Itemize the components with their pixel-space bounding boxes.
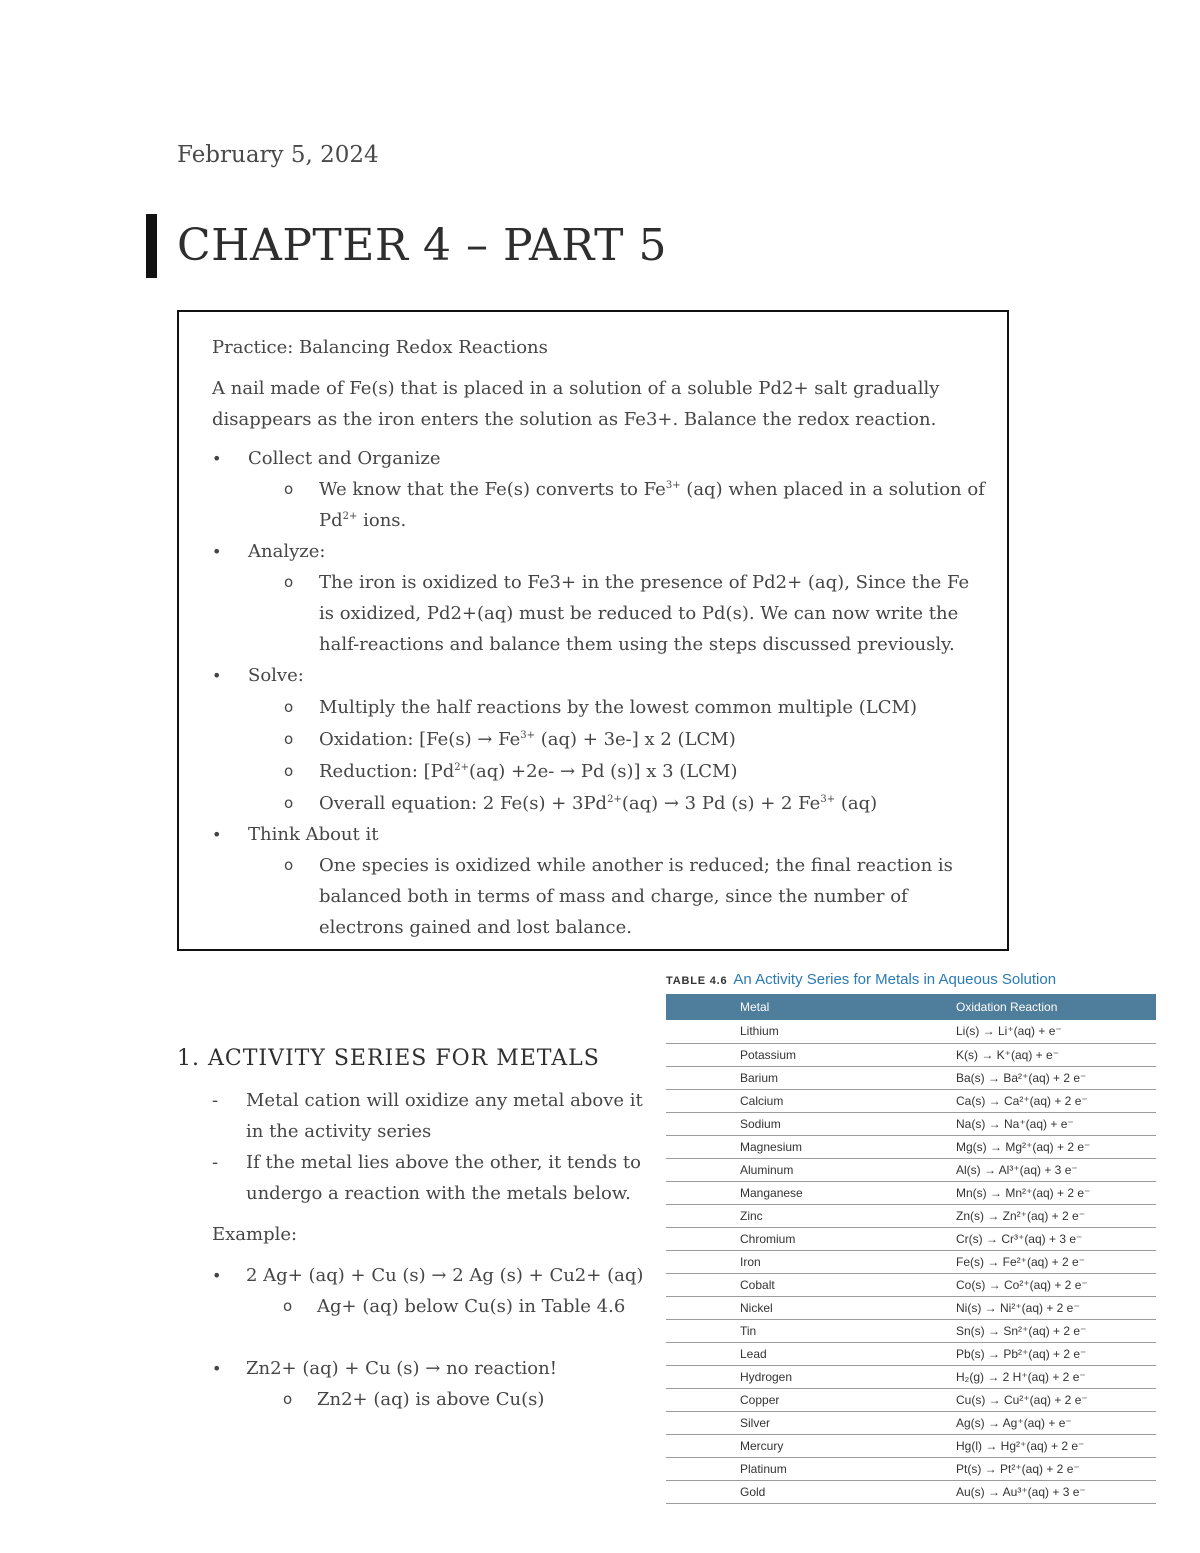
sub-bullet-icon: o — [283, 1297, 293, 1315]
sub-bullet-icon: o — [284, 480, 294, 498]
sub-bullet-icon: o — [284, 762, 294, 780]
table-header-reaction: Oxidation Reaction — [956, 1000, 1058, 1014]
step-analyze — [212, 536, 987, 660]
document-date: February 5, 2024 — [177, 142, 379, 168]
sub-bullet-icon: o — [284, 856, 294, 874]
reaction-cell: Sn(s) → Sn²⁺(aq) + 2 e⁻ — [956, 1323, 1087, 1338]
step-collect — [212, 443, 987, 536]
metal-cell: Barium — [740, 1070, 779, 1085]
activity-point: - Metal cation will oxidize any metal above it in the activity series — [212, 1085, 652, 1147]
reaction-cell: Ni(s) → Ni²⁺(aq) + 2 e⁻ — [956, 1300, 1080, 1315]
table-row — [666, 1020, 1156, 1043]
reaction-cell: Pb(s) → Pb²⁺(aq) + 2 e⁻ — [956, 1346, 1087, 1361]
reaction-cell: Cu(s) → Cu²⁺(aq) + 2 e⁻ — [956, 1392, 1088, 1407]
metal-cell: Tin — [740, 1323, 757, 1338]
solve-reduction: o Reduction: [$Pd^{2+}(aq) +2e- \to Pd$ (s)] x 3 (LCM) — [318, 756, 987, 787]
chapter-title: CHAPTER 4 – PART 5 — [177, 220, 667, 271]
example-note: o Zn2+ (aq) is above Cu(s) — [317, 1384, 652, 1415]
table-row — [666, 1181, 1156, 1204]
example-item: • Zn2+ (aq) + Cu (s) → no reaction! o Zn2+ (aq) is above Cu(s) — [212, 1353, 652, 1415]
metal-cell: Aluminum — [740, 1162, 794, 1177]
step-analyze-detail: o The iron is oxidized to Fe3+ in the presence of Pd2+ (aq), Since the Fe is oxidized, Pd2+(aq) must be reduced to Pd(s). We can now write the half-reactions and balance them using the steps discussed previously. — [318, 567, 987, 660]
table-row — [666, 1434, 1156, 1457]
table-header-row — [666, 994, 1156, 1020]
metal-cell: Magnesium — [740, 1139, 803, 1154]
metal-cell: Cobalt — [740, 1277, 775, 1292]
reaction-cell: Zn(s) → Zn²⁺(aq) + 2 e⁻ — [956, 1208, 1086, 1223]
reaction-cell: Ba(s) → Ba²⁺(aq) + 2 e⁻ — [956, 1070, 1087, 1085]
table-row — [666, 1457, 1156, 1480]
reaction-cell: Hg(l) → Hg²⁺(aq) + 2 e⁻ — [956, 1438, 1085, 1453]
metal-cell: Potassium — [740, 1047, 797, 1062]
sub-bullet-icon: o — [284, 573, 294, 591]
step-collect-label: Collect and Organize — [248, 448, 441, 469]
table-row — [666, 1227, 1156, 1250]
table-title: An Activity Series for Metals in Aqueous Solution — [733, 971, 1057, 988]
reaction-cell: Co(s) → Co²⁺(aq) + 2 e⁻ — [956, 1277, 1088, 1292]
step-solve-label: Solve: — [248, 665, 304, 686]
reaction-cell: Mg(s) → Mg²⁺(aq) + 2 e⁻ — [956, 1139, 1091, 1154]
step-analyze-label: Analyze: — [248, 541, 326, 562]
table-row — [666, 1112, 1156, 1135]
solve-oxidation: o Oxidation: [$Fe(s) \to Fe^{3+}$ (aq) + 3e-] x 2 (LCM) — [318, 724, 987, 755]
step-collect-detail: o We know that the Fe(s) converts to $Fe^{3+}$ (aq) when placed in a solution of $Pd^{2+}$ ions. — [318, 474, 987, 536]
metal-cell: Sodium — [740, 1116, 781, 1131]
metal-cell: Zinc — [740, 1208, 763, 1223]
table-row — [666, 1342, 1156, 1365]
practice-intro: A nail made of Fe(s) that is placed in a solution of a soluble Pd2+ salt gradually disappears as the iron enters the solution as Fe3+. Balance the redox reaction. — [212, 378, 940, 430]
solve-lcm: o Multiply the half reactions by the lowest common multiple (LCM) — [318, 692, 987, 723]
table-row — [666, 1066, 1156, 1089]
table-header-metal: Metal — [740, 1000, 770, 1014]
section-heading: 1. ACTIVITY SERIES FOR METALS — [177, 1046, 600, 1071]
metal-cell: Nickel — [740, 1300, 773, 1315]
reaction-cell: Ca(s) → Ca²⁺(aq) + 2 e⁻ — [956, 1093, 1088, 1108]
table-row — [666, 1043, 1156, 1066]
step-think-detail: o One species is oxidized while another is reduced; the final reaction is balanced both in terms of mass and charge, since the number of electrons gained and lost balance. — [318, 850, 987, 943]
metal-cell: Copper — [740, 1392, 780, 1407]
metal-cell: Silver — [740, 1415, 771, 1430]
table-row — [666, 1296, 1156, 1319]
practice-title: Practice: Balancing Redox Reactions — [212, 337, 548, 358]
practice-box — [177, 310, 1009, 951]
metal-cell: Chromium — [740, 1231, 796, 1246]
table-row — [666, 1135, 1156, 1158]
metal-cell: Lead — [740, 1346, 767, 1361]
example-list — [212, 1260, 652, 1415]
metal-cell: Lithium — [740, 1024, 779, 1039]
sub-bullet-icon: o — [284, 794, 294, 812]
metal-cell: Manganese — [740, 1185, 803, 1200]
table-label: TABLE 4.6 — [666, 975, 728, 987]
chapter-accent-bar — [146, 214, 157, 278]
reaction-cell: K(s) → K⁺(aq) + e⁻ — [956, 1047, 1060, 1062]
reaction-cell: Fe(s) → Fe²⁺(aq) + 2 e⁻ — [956, 1254, 1086, 1269]
solve-overall: o Overall equation: 2 $Fe(s) + 3Pd^{2+}(aq) \to 3$ Pd (s) + 2 $Fe^{3+}$ (aq) — [318, 788, 987, 819]
example-item: • 2 Ag+ (aq) + Cu (s) → 2 Ag (s) + Cu2+ (aq) o Ag+ (aq) below Cu(s) in Table 4.6 — [212, 1260, 652, 1353]
metal-cell: Platinum — [740, 1461, 787, 1476]
table-row — [666, 1319, 1156, 1342]
reaction-cell: Al(s) → Al³⁺(aq) + 3 e⁻ — [956, 1162, 1078, 1177]
step-solve — [212, 660, 987, 819]
reaction-cell: H₂(g) → 2 H⁺(aq) + 2 e⁻ — [956, 1369, 1086, 1384]
sub-bullet-icon: o — [283, 1390, 293, 1408]
table-row — [666, 1158, 1156, 1181]
table-row — [666, 1388, 1156, 1411]
metal-cell: Iron — [740, 1254, 761, 1269]
table-row — [666, 1480, 1156, 1503]
table-row — [666, 1273, 1156, 1296]
step-think-label: Think About it — [248, 824, 379, 845]
activity-series-notes — [212, 1085, 652, 1415]
reaction-cell: Na(s) → Na⁺(aq) + e⁻ — [956, 1116, 1074, 1131]
reaction-cell: Cr(s) → Cr³⁺(aq) + 3 e⁻ — [956, 1231, 1083, 1246]
metal-cell: Calcium — [740, 1093, 784, 1108]
activity-series-table — [666, 994, 1156, 1504]
table-row — [666, 1411, 1156, 1434]
example-note: o Ag+ (aq) below Cu(s) in Table 4.6 — [317, 1291, 652, 1322]
activity-point: - If the metal lies above the other, it tends to undergo a reaction with the metals below. — [212, 1147, 652, 1209]
activity-series-table-figure — [666, 969, 1156, 1504]
reaction-cell: Ag(s) → Ag⁺(aq) + e⁻ — [956, 1415, 1072, 1430]
practice-steps — [212, 443, 987, 943]
step-think — [212, 819, 987, 943]
table-row — [666, 1089, 1156, 1112]
sub-bullet-icon: o — [284, 730, 294, 748]
activity-points — [212, 1085, 652, 1209]
example-label: Example: — [212, 1224, 298, 1245]
reaction-cell: Au(s) → Au³⁺(aq) + 3 e⁻ — [956, 1484, 1086, 1499]
metal-cell: Mercury — [740, 1438, 784, 1453]
table-caption — [666, 969, 1156, 994]
table-body — [666, 1020, 1156, 1503]
reaction-cell: Pt(s) → Pt²⁺(aq) + 2 e⁻ — [956, 1461, 1080, 1476]
sub-bullet-icon: o — [284, 698, 294, 716]
table-row — [666, 1204, 1156, 1227]
table-row — [666, 1250, 1156, 1273]
reaction-cell: Mn(s) → Mn²⁺(aq) + 2 e⁻ — [956, 1185, 1091, 1200]
table-row — [666, 1365, 1156, 1388]
metal-cell: Hydrogen — [740, 1369, 793, 1384]
reaction-cell: Li(s) → Li⁺(aq) + e⁻ — [956, 1024, 1062, 1039]
metal-cell: Gold — [740, 1484, 766, 1499]
